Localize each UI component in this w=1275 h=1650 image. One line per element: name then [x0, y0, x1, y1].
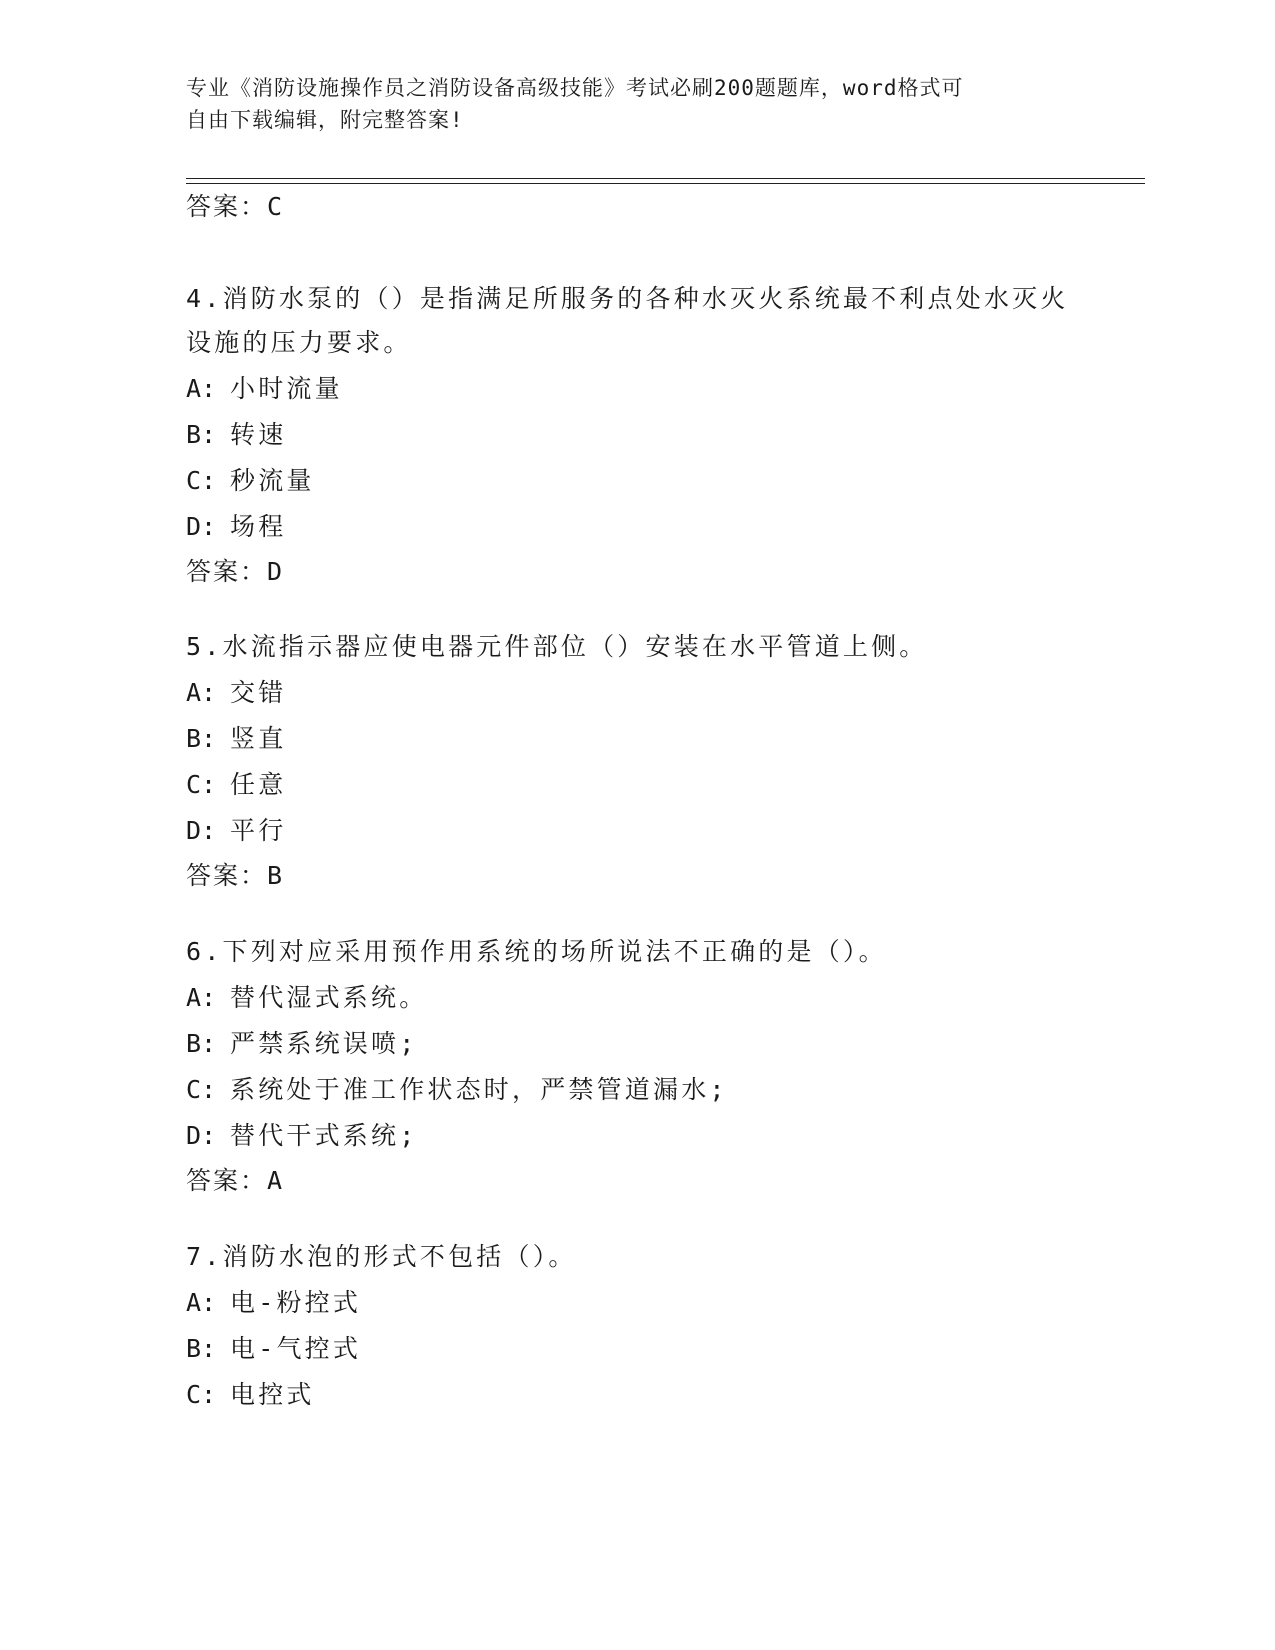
option-text: 交错: [230, 678, 287, 707]
answer-line: [186, 1158, 1086, 1203]
question-stem: 7.消防水泡的形式不包括（）。: [186, 1242, 577, 1271]
option-key: B:: [186, 724, 217, 753]
option-key: A:: [186, 374, 217, 403]
option-text: 电-气控式: [230, 1334, 362, 1363]
option-d: [186, 504, 1086, 549]
option-text: 小时流量: [230, 374, 343, 403]
answer-label: 答案：: [186, 192, 268, 221]
option-a: [186, 975, 1086, 1020]
option-d: [186, 1113, 1086, 1158]
option-key: D:: [186, 816, 217, 845]
option-a: [186, 670, 1086, 715]
option-text: 秒流量: [230, 466, 315, 495]
option-text: 替代干式系统;: [230, 1121, 418, 1150]
option-text: 替代湿式系统。: [230, 983, 428, 1012]
option-c: [186, 1067, 1086, 1112]
answer-line: [186, 853, 1086, 898]
answer-label: 答案：: [186, 557, 268, 586]
option-key: C:: [186, 466, 217, 495]
question-stem: 5.水流指示器应使电器元件部位（）安装在水平管道上侧。: [186, 632, 928, 661]
question-stem: 4.消防水泵的（）是指满足所服务的各种水灭火系统最不利点处水灭火设施的压力要求。: [186, 284, 1069, 357]
option-key: A:: [186, 983, 217, 1012]
question-7: [186, 1235, 1086, 1417]
option-key: D:: [186, 512, 217, 541]
option-text: 电-粉控式: [230, 1288, 362, 1317]
option-b: [186, 412, 1086, 457]
answer-value: B: [267, 861, 283, 890]
header-line-1: 专业《消防设施操作员之消防设备高级技能》考试必刷200题题库，word格式可: [186, 76, 964, 100]
answer-line: [186, 549, 1086, 594]
option-b: [186, 716, 1086, 761]
answer-label: 答案：: [186, 1166, 268, 1195]
option-text: 严禁系统误喷;: [230, 1029, 418, 1058]
option-text: 电控式: [230, 1380, 315, 1409]
header-divider: [186, 178, 1145, 184]
option-text: 转速: [230, 420, 287, 449]
option-key: B:: [186, 420, 217, 449]
answer-value: A: [267, 1166, 283, 1195]
option-a: [186, 366, 1086, 411]
question-5: [186, 625, 1086, 898]
header-line-2: 自由下载编辑，附完整答案!: [186, 108, 464, 132]
option-c: [186, 458, 1086, 503]
question-stem: 6.下列对应采用预作用系统的场所说法不正确的是（）。: [186, 937, 887, 966]
option-key: A:: [186, 678, 217, 707]
answer-value: C: [267, 192, 283, 221]
answer-label: 答案：: [186, 861, 268, 890]
option-b: [186, 1326, 1086, 1371]
option-text: 任意: [230, 770, 287, 799]
option-text: 竖直: [230, 724, 287, 753]
option-key: B:: [186, 1029, 217, 1058]
option-a: [186, 1280, 1086, 1325]
option-key: D:: [186, 1121, 217, 1150]
option-key: A:: [186, 1288, 217, 1317]
option-c: [186, 762, 1086, 807]
option-key: C:: [186, 1380, 217, 1409]
option-key: C:: [186, 770, 217, 799]
option-d: [186, 808, 1086, 853]
option-b: [186, 1021, 1086, 1066]
option-c: [186, 1372, 1086, 1417]
option-key: C:: [186, 1075, 217, 1104]
document-header: [186, 72, 1066, 136]
option-text: 场程: [230, 512, 287, 541]
option-text: 平行: [230, 816, 287, 845]
question-6: [186, 930, 1086, 1203]
option-text: 系统处于准工作状态时，严禁管道漏水;: [230, 1075, 728, 1104]
option-key: B:: [186, 1334, 217, 1363]
question-4: [186, 277, 1086, 594]
answer-line: [186, 190, 282, 224]
answer-value: D: [267, 557, 283, 586]
